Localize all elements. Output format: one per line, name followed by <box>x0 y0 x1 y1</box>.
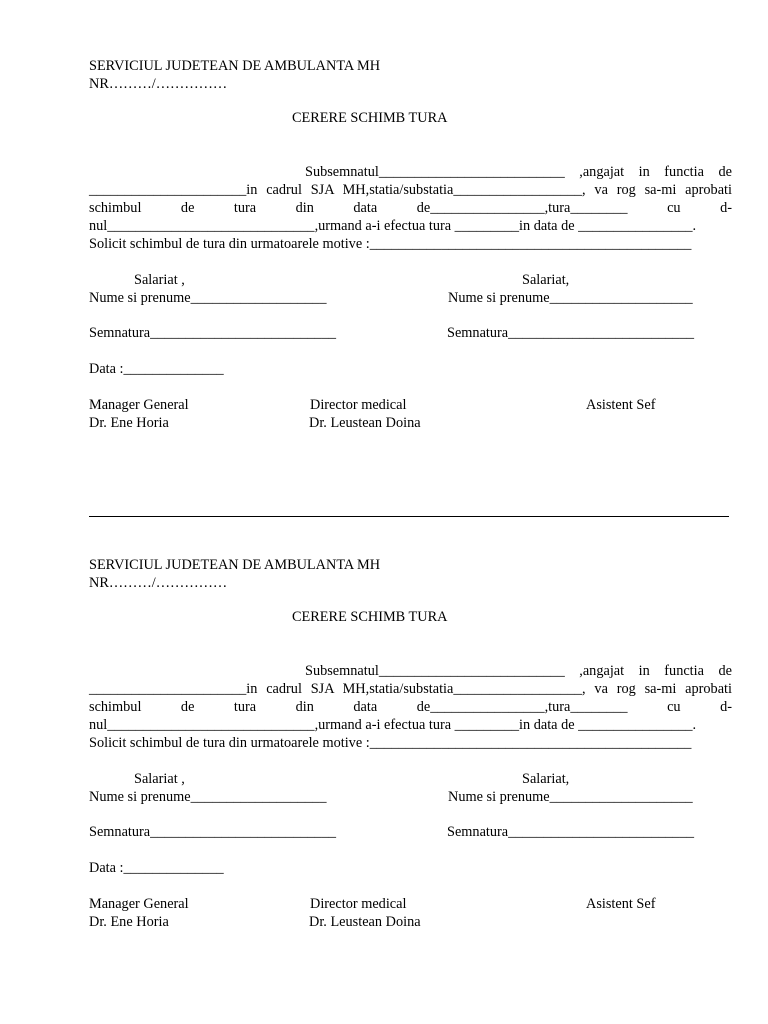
employee-right-label: Salariat, <box>522 272 570 288</box>
manager-role: Manager General <box>89 397 189 413</box>
paragraph-line-4: nul_____________________________,urmand a-i efectua tura _________in data de ________________. <box>89 218 697 234</box>
form-title: CERERE SCHIMB TURA <box>292 110 448 126</box>
paragraph-line-3: schimbul de tura din data de________________,tura________ cu d- <box>89 200 732 216</box>
employee-right-name: Nume si prenume____________________ <box>448 789 693 805</box>
paragraph-line-1: Subsemnatul__________________________ ,angajat in functia de <box>305 164 732 180</box>
paragraph-line-3: schimbul de tura din data de________________,tura________ cu d- <box>89 699 732 715</box>
employee-left-label: Salariat , <box>134 272 185 288</box>
employee-left-signature: Semnatura__________________________ <box>89 824 336 840</box>
director-name: Dr. Leustean Doina <box>309 914 421 930</box>
institution-header: SERVICIUL JUDETEAN DE AMBULANTA MH <box>89 557 381 573</box>
paragraph-line-2: ______________________in cadrul SJA MH,statia/substatia__________________, va rog sa-mi aprobati <box>89 681 732 697</box>
paragraph-line-2: ______________________in cadrul SJA MH,statia/substatia__________________, va rog sa-mi aprobati <box>89 182 732 198</box>
employee-right-signature: Semnatura__________________________ <box>447 325 694 341</box>
paragraph-line-1: Subsemnatul__________________________ ,angajat in functia de <box>305 663 732 679</box>
request-form-1 <box>0 0 768 440</box>
employee-left-name: Nume si prenume___________________ <box>89 290 327 306</box>
head-nurse-role: Asistent Sef <box>586 397 656 413</box>
director-name: Dr. Leustean Doina <box>309 415 421 431</box>
paragraph-line-5: Solicit schimbul de tura din urmatoarele motive :_____________________________________________ <box>89 236 692 252</box>
registration-number: NR………/…………… <box>89 575 228 591</box>
registration-number: NR………/…………… <box>89 76 228 92</box>
director-role: Director medical <box>310 896 407 912</box>
employee-right-signature: Semnatura__________________________ <box>447 824 694 840</box>
date-field: Data :______________ <box>89 860 224 876</box>
manager-name: Dr. Ene Horia <box>89 914 169 930</box>
employee-right-label: Salariat, <box>522 771 570 787</box>
request-form-2 <box>0 499 768 939</box>
date-field: Data :______________ <box>89 361 224 377</box>
paragraph-line-5: Solicit schimbul de tura din urmatoarele motive :_____________________________________________ <box>89 735 692 751</box>
employee-left-label: Salariat , <box>134 771 185 787</box>
employee-right-name: Nume si prenume____________________ <box>448 290 693 306</box>
employee-left-name: Nume si prenume___________________ <box>89 789 327 805</box>
employee-left-signature: Semnatura__________________________ <box>89 325 336 341</box>
institution-header: SERVICIUL JUDETEAN DE AMBULANTA MH <box>89 58 381 74</box>
manager-role: Manager General <box>89 896 189 912</box>
form-title: CERERE SCHIMB TURA <box>292 609 448 625</box>
manager-name: Dr. Ene Horia <box>89 415 169 431</box>
head-nurse-role: Asistent Sef <box>586 896 656 912</box>
paragraph-line-4: nul_____________________________,urmand a-i efectua tura _________in data de ________________. <box>89 717 697 733</box>
director-role: Director medical <box>310 397 407 413</box>
